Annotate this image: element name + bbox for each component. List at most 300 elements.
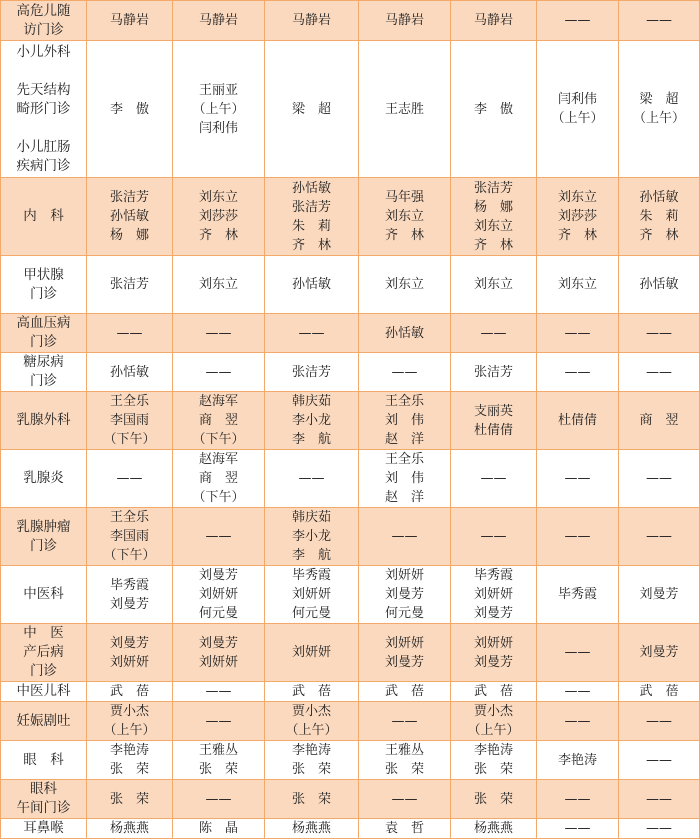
doctor-name: 何元曼 bbox=[198, 606, 238, 621]
doctor-name: 刘东立 bbox=[473, 218, 513, 234]
doctor-cell bbox=[619, 256, 700, 314]
schedule-row bbox=[1, 508, 700, 566]
doctor-cell bbox=[173, 624, 265, 682]
doctor-cell bbox=[359, 178, 451, 256]
doctor-cell bbox=[451, 314, 537, 353]
doctor-name: 闫利伟 bbox=[198, 120, 238, 136]
doctor-cell bbox=[173, 353, 265, 392]
doctor-name: 杨 娜 bbox=[473, 199, 513, 215]
doctor-cell bbox=[265, 256, 359, 314]
department-label-line: 产后病 bbox=[23, 644, 64, 660]
doctor-cell bbox=[619, 178, 700, 256]
doctor-cell bbox=[359, 392, 451, 450]
doctor-cell bbox=[619, 780, 700, 819]
doctor-cell bbox=[87, 178, 173, 256]
department-label-line: 先天结构 bbox=[16, 81, 71, 98]
doctor-name: 赵海军 bbox=[198, 452, 238, 467]
doctor-name: （下午） bbox=[103, 548, 156, 563]
doctor-name: 毕秀霞 bbox=[557, 587, 597, 602]
doctor-cell bbox=[87, 256, 173, 314]
no-clinic-dash: —— bbox=[391, 364, 418, 380]
doctor-cell bbox=[451, 702, 537, 741]
doctor-cell bbox=[173, 450, 265, 508]
doctor-name: （上午） bbox=[192, 101, 245, 117]
doctor-cell bbox=[173, 702, 265, 741]
doctor-cell bbox=[173, 508, 265, 566]
department-label-line: 中医儿科 bbox=[16, 683, 71, 699]
doctor-name: 王雅丛 bbox=[384, 743, 424, 758]
schedule-row bbox=[1, 819, 700, 839]
doctor-cell bbox=[451, 41, 537, 178]
doctor-name: 王全乐 bbox=[384, 452, 424, 467]
doctor-cell bbox=[537, 450, 619, 508]
doctor-cell bbox=[359, 682, 451, 702]
doctor-cell bbox=[87, 682, 173, 702]
doctor-cell bbox=[87, 450, 173, 508]
doctor-name: 刘妍妍 bbox=[473, 587, 513, 602]
doctor-name: 刘 伟 bbox=[384, 413, 424, 428]
doctor-name: 武 蓓 bbox=[291, 684, 331, 699]
department-label-line: 门诊 bbox=[30, 373, 57, 389]
doctor-cell bbox=[359, 41, 451, 178]
doctor-name: 朱 莉 bbox=[291, 218, 331, 234]
doctor-name: 刘妍妍 bbox=[198, 654, 238, 670]
doctor-name: 武 蓓 bbox=[473, 684, 513, 699]
doctor-name: 李 航 bbox=[291, 432, 331, 447]
doctor-cell bbox=[359, 624, 451, 682]
doctor-cell bbox=[537, 353, 619, 392]
schedule-row bbox=[1, 256, 700, 314]
no-clinic-dash: —— bbox=[564, 364, 591, 380]
department-label-line: 高危儿随 bbox=[16, 2, 71, 19]
doctor-cell bbox=[451, 741, 537, 780]
no-clinic-dash: —— bbox=[298, 325, 325, 341]
doctor-name: 马年强 bbox=[384, 190, 424, 205]
doctor-cell bbox=[619, 508, 700, 566]
doctor-name: 李小龙 bbox=[291, 413, 331, 428]
doctor-name: 齐 林 bbox=[291, 237, 331, 253]
no-clinic-dash: —— bbox=[564, 821, 591, 836]
no-clinic-dash: —— bbox=[564, 325, 591, 341]
doctor-name: 刘曼芳 bbox=[473, 606, 513, 621]
schedule-row bbox=[1, 450, 700, 508]
doctor-name: 支丽英 bbox=[473, 403, 513, 419]
department-label-line: 午间门诊 bbox=[16, 800, 71, 816]
department-label-line: 乳腺炎 bbox=[23, 470, 64, 486]
doctor-name: 刘曼芳 bbox=[473, 654, 513, 670]
doctor-cell bbox=[451, 1, 537, 41]
doctor-cell bbox=[619, 682, 700, 702]
no-clinic-dash: —— bbox=[564, 471, 591, 486]
doctor-cell bbox=[173, 41, 265, 178]
no-clinic-dash: —— bbox=[646, 325, 672, 341]
doctor-name: 贾小杰 bbox=[291, 704, 331, 719]
doctor-name: 商 翌 bbox=[639, 413, 679, 428]
doctor-name: （下午） bbox=[192, 432, 245, 447]
doctor-cell bbox=[537, 624, 619, 682]
doctor-name: 杨燕燕 bbox=[291, 821, 331, 836]
doctor-cell bbox=[619, 819, 700, 839]
doctor-cell bbox=[359, 780, 451, 819]
schedule-row bbox=[1, 702, 700, 741]
doctor-cell bbox=[359, 450, 451, 508]
doctor-name: 武 蓓 bbox=[384, 684, 424, 699]
doctor-name: 李艳涛 bbox=[473, 743, 513, 758]
doctor-name: 李 傲 bbox=[473, 101, 513, 117]
doctor-name: 王雅丛 bbox=[198, 743, 238, 758]
doctor-cell bbox=[87, 702, 173, 741]
doctor-cell bbox=[619, 392, 700, 450]
doctor-name: 刘曼芳 bbox=[639, 587, 679, 602]
doctor-cell bbox=[451, 450, 537, 508]
doctor-cell bbox=[173, 780, 265, 819]
doctor-cell bbox=[173, 741, 265, 780]
no-clinic-dash: —— bbox=[205, 684, 232, 699]
doctor-name: 刘妍妍 bbox=[198, 587, 238, 602]
no-clinic-dash: —— bbox=[391, 713, 418, 729]
doctor-name: 杨燕燕 bbox=[109, 821, 149, 836]
doctor-name: 王全乐 bbox=[109, 510, 149, 525]
doctor-cell bbox=[359, 256, 451, 314]
no-clinic-dash: —— bbox=[646, 13, 672, 28]
department-cell bbox=[1, 780, 87, 819]
doctor-name: 李艳涛 bbox=[109, 743, 149, 758]
schedule-row bbox=[1, 566, 700, 624]
doctor-cell bbox=[87, 314, 173, 353]
doctor-cell bbox=[265, 741, 359, 780]
doctor-cell bbox=[537, 702, 619, 741]
schedule-row bbox=[1, 41, 700, 178]
doctor-name: （上午） bbox=[467, 723, 520, 738]
no-clinic-dash: —— bbox=[646, 713, 672, 729]
schedule-row bbox=[1, 624, 700, 682]
doctor-name: 刘妍妍 bbox=[291, 645, 331, 660]
doctor-cell bbox=[87, 392, 173, 450]
doctor-name: 刘妍妍 bbox=[384, 568, 424, 583]
doctor-name: 赵海军 bbox=[198, 394, 238, 409]
doctor-name: 朱 莉 bbox=[639, 209, 679, 224]
doctor-name: 韩庆茹 bbox=[291, 394, 331, 409]
schedule-row bbox=[1, 392, 700, 450]
department-label-line: 糖尿病 bbox=[23, 354, 64, 370]
doctor-name: 毕秀霞 bbox=[291, 568, 331, 583]
doctor-cell bbox=[265, 314, 359, 353]
doctor-cell bbox=[87, 41, 173, 178]
doctor-cell bbox=[451, 392, 537, 450]
doctor-cell bbox=[359, 702, 451, 741]
no-clinic-dash: —— bbox=[205, 791, 232, 807]
doctor-name: 齐 林 bbox=[384, 228, 424, 243]
no-clinic-dash: —— bbox=[391, 791, 418, 807]
doctor-name: 刘曼芳 bbox=[198, 635, 238, 651]
doctor-cell bbox=[173, 392, 265, 450]
department-label-line: 访门诊 bbox=[23, 21, 64, 38]
no-clinic-dash: —— bbox=[116, 325, 143, 341]
doctor-name: 陈 晶 bbox=[198, 821, 238, 836]
department-label-line: 乳腺外科 bbox=[16, 412, 71, 428]
department-label-line: 门诊 bbox=[30, 285, 57, 302]
no-clinic-dash: —— bbox=[564, 13, 591, 28]
doctor-name: 赵 洋 bbox=[384, 490, 424, 505]
doctor-cell bbox=[265, 392, 359, 450]
doctor-cell bbox=[173, 819, 265, 839]
doctor-name: 马静岩 bbox=[291, 13, 331, 28]
doctor-name: 刘东立 bbox=[384, 277, 424, 292]
doctor-name: 王丽亚 bbox=[198, 82, 238, 98]
department-cell bbox=[1, 353, 87, 392]
doctor-cell bbox=[451, 566, 537, 624]
doctor-cell bbox=[265, 624, 359, 682]
doctor-name: 马静岩 bbox=[384, 13, 424, 28]
doctor-cell bbox=[359, 819, 451, 839]
doctor-cell bbox=[87, 1, 173, 41]
doctor-cell bbox=[265, 702, 359, 741]
doctor-cell bbox=[619, 314, 700, 353]
department-cell bbox=[1, 624, 87, 682]
department-cell bbox=[1, 392, 87, 450]
department-label-line: 门诊 bbox=[30, 663, 57, 679]
doctor-cell bbox=[619, 41, 700, 178]
doctor-name: 王全乐 bbox=[384, 394, 424, 409]
no-clinic-dash: —— bbox=[480, 325, 507, 341]
doctor-name: 商 翌 bbox=[198, 471, 238, 486]
doctor-cell bbox=[87, 741, 173, 780]
department-cell bbox=[1, 508, 87, 566]
doctor-cell bbox=[359, 741, 451, 780]
doctor-name: 李国雨 bbox=[109, 413, 149, 428]
doctor-name: 何元曼 bbox=[384, 606, 424, 621]
doctor-name: 刘曼芳 bbox=[198, 568, 238, 583]
doctor-name: 袁 哲 bbox=[384, 821, 424, 836]
department-label-line: 内 科 bbox=[23, 208, 64, 224]
no-clinic-dash: —— bbox=[646, 752, 672, 768]
doctor-name: 孙恬敏 bbox=[639, 277, 679, 292]
department-cell bbox=[1, 178, 87, 256]
doctor-cell bbox=[265, 819, 359, 839]
department-cell bbox=[1, 702, 87, 741]
doctor-cell bbox=[359, 1, 451, 41]
doctor-name: （上午） bbox=[632, 111, 685, 126]
department-cell bbox=[1, 819, 87, 839]
no-clinic-dash: —— bbox=[480, 471, 507, 486]
doctor-cell bbox=[87, 566, 173, 624]
doctor-name: 梁 超 bbox=[291, 101, 331, 117]
doctor-cell bbox=[359, 508, 451, 566]
doctor-name: 张 荣 bbox=[198, 762, 238, 777]
doctor-name: 杜倩倩 bbox=[473, 422, 513, 438]
doctor-name: 孙恬敏 bbox=[109, 364, 149, 380]
doctor-cell bbox=[537, 314, 619, 353]
doctor-cell bbox=[359, 314, 451, 353]
doctor-name: 张洁芳 bbox=[291, 199, 331, 215]
no-clinic-dash: —— bbox=[564, 529, 591, 544]
doctor-name: 孙恬敏 bbox=[384, 325, 424, 341]
doctor-cell bbox=[265, 1, 359, 41]
doctor-name: 马静岩 bbox=[198, 13, 238, 28]
doctor-name: 贾小杰 bbox=[109, 704, 149, 719]
no-clinic-dash: —— bbox=[564, 713, 591, 729]
doctor-name: 李 航 bbox=[291, 548, 331, 563]
doctor-name: 孙恬敏 bbox=[639, 190, 679, 205]
doctor-cell bbox=[87, 624, 173, 682]
doctor-cell bbox=[451, 256, 537, 314]
doctor-name: 赵 洋 bbox=[384, 432, 424, 447]
doctor-cell bbox=[265, 566, 359, 624]
no-clinic-dash: —— bbox=[298, 471, 325, 486]
doctor-cell bbox=[619, 702, 700, 741]
doctor-cell bbox=[537, 566, 619, 624]
no-clinic-dash: —— bbox=[564, 684, 591, 699]
doctor-name: 王全乐 bbox=[109, 394, 149, 409]
doctor-name: 梁 超 bbox=[639, 92, 679, 107]
doctor-cell bbox=[173, 256, 265, 314]
doctor-cell bbox=[451, 780, 537, 819]
doctor-name: （上午） bbox=[103, 723, 156, 738]
doctor-name: 张 荣 bbox=[384, 762, 424, 777]
doctor-cell bbox=[173, 178, 265, 256]
doctor-name: 齐 林 bbox=[473, 237, 513, 253]
doctor-name: 武 蓓 bbox=[639, 684, 679, 699]
department-cell bbox=[1, 1, 87, 41]
doctor-name: 刘曼芳 bbox=[109, 635, 149, 651]
doctor-name: 张 荣 bbox=[109, 791, 149, 807]
doctor-cell bbox=[537, 392, 619, 450]
doctor-cell bbox=[451, 508, 537, 566]
doctor-cell bbox=[619, 450, 700, 508]
schedule-row bbox=[1, 178, 700, 256]
doctor-name: 商 翌 bbox=[198, 413, 238, 428]
department-cell bbox=[1, 41, 87, 178]
doctor-cell bbox=[359, 353, 451, 392]
department-label-line: 妊娠剧吐 bbox=[16, 712, 71, 729]
doctor-cell bbox=[451, 353, 537, 392]
no-clinic-dash: —— bbox=[564, 645, 591, 660]
doctor-name: 张洁芳 bbox=[291, 364, 331, 380]
doctor-cell bbox=[451, 624, 537, 682]
department-label-line bbox=[1, 119, 86, 138]
department-label-line: 耳鼻喉 bbox=[23, 820, 64, 836]
doctor-cell bbox=[265, 353, 359, 392]
doctor-cell bbox=[265, 178, 359, 256]
department-label-line: 门诊 bbox=[30, 334, 57, 350]
doctor-name: 孙恬敏 bbox=[291, 180, 331, 196]
doctor-cell bbox=[537, 178, 619, 256]
no-clinic-dash: —— bbox=[116, 471, 143, 486]
doctor-cell bbox=[87, 353, 173, 392]
department-cell bbox=[1, 256, 87, 314]
doctor-name: 张洁芳 bbox=[109, 190, 149, 205]
no-clinic-dash: —— bbox=[646, 821, 672, 836]
doctor-name: 张 荣 bbox=[291, 791, 331, 807]
department-label-line: 小儿外科 bbox=[16, 43, 71, 60]
department-label-line bbox=[1, 62, 86, 81]
doctor-cell bbox=[265, 682, 359, 702]
doctor-name: 刘曼芳 bbox=[109, 596, 149, 612]
department-cell bbox=[1, 314, 87, 353]
doctor-name: 王志胜 bbox=[384, 101, 424, 117]
department-label-line: 眼 科 bbox=[23, 751, 64, 768]
schedule-row bbox=[1, 780, 700, 819]
doctor-cell bbox=[451, 178, 537, 256]
doctor-name: 刘东立 bbox=[473, 277, 513, 292]
doctor-name: 武 蓓 bbox=[109, 684, 149, 699]
doctor-cell bbox=[619, 566, 700, 624]
department-label-line: 畸形门诊 bbox=[16, 100, 71, 117]
doctor-cell bbox=[537, 256, 619, 314]
doctor-name: 闫利伟 bbox=[557, 92, 597, 107]
department-label-line: 甲状腺 bbox=[23, 266, 64, 283]
doctor-cell bbox=[537, 41, 619, 178]
doctor-name: 毕秀霞 bbox=[473, 568, 513, 583]
doctor-name: 刘莎莎 bbox=[557, 209, 597, 224]
doctor-name: 张洁芳 bbox=[473, 364, 513, 380]
department-cell bbox=[1, 566, 87, 624]
schedule-row bbox=[1, 741, 700, 780]
department-cell bbox=[1, 682, 87, 702]
doctor-cell bbox=[619, 624, 700, 682]
doctor-name: 李小龙 bbox=[291, 529, 331, 544]
doctor-name: 李 傲 bbox=[109, 101, 149, 117]
doctor-name: 孙恬敏 bbox=[109, 209, 149, 224]
no-clinic-dash: —— bbox=[646, 529, 672, 544]
doctor-cell bbox=[87, 819, 173, 839]
doctor-name: 刘东立 bbox=[384, 209, 424, 224]
doctor-name: 刘妍妍 bbox=[109, 654, 149, 670]
doctor-name: 刘莎莎 bbox=[198, 209, 238, 224]
doctor-cell bbox=[87, 780, 173, 819]
doctor-name: 张 荣 bbox=[291, 762, 331, 777]
doctor-name: 马静岩 bbox=[109, 13, 149, 28]
doctor-cell bbox=[173, 1, 265, 41]
no-clinic-dash: —— bbox=[205, 325, 232, 341]
doctor-name: 刘东立 bbox=[557, 277, 597, 292]
doctor-name: 刘 伟 bbox=[384, 471, 424, 486]
doctor-name: 刘东立 bbox=[198, 277, 238, 292]
no-clinic-dash: —— bbox=[205, 713, 232, 729]
no-clinic-dash: —— bbox=[646, 791, 672, 807]
doctor-name: 张 荣 bbox=[473, 762, 513, 777]
schedule-row bbox=[1, 682, 700, 702]
doctor-cell bbox=[619, 353, 700, 392]
doctor-cell bbox=[537, 780, 619, 819]
doctor-name: 张 荣 bbox=[473, 791, 513, 807]
department-label-line: 眼科 bbox=[30, 781, 57, 797]
doctor-name: 李国雨 bbox=[109, 529, 149, 544]
department-label-line: 中医科 bbox=[23, 586, 64, 602]
schedule-row bbox=[1, 353, 700, 392]
doctor-name: 马静岩 bbox=[473, 13, 513, 28]
doctor-cell bbox=[173, 682, 265, 702]
doctor-cell bbox=[451, 819, 537, 839]
doctor-cell bbox=[451, 682, 537, 702]
doctor-cell bbox=[619, 1, 700, 41]
doctor-cell bbox=[537, 741, 619, 780]
doctor-cell bbox=[265, 508, 359, 566]
doctor-cell bbox=[537, 819, 619, 839]
doctor-name: （上午） bbox=[551, 111, 604, 126]
doctor-name: 刘妍妍 bbox=[291, 587, 331, 602]
doctor-name: （下午） bbox=[103, 432, 156, 447]
no-clinic-dash: —— bbox=[205, 364, 232, 380]
doctor-name: 张洁芳 bbox=[473, 180, 513, 196]
schedule-row bbox=[1, 1, 700, 41]
doctor-name: 韩庆茹 bbox=[291, 510, 331, 525]
doctor-name: 李艳涛 bbox=[557, 752, 597, 768]
doctor-name: 齐 林 bbox=[198, 228, 238, 243]
doctor-name: 何元曼 bbox=[291, 606, 331, 621]
doctor-name: 刘曼芳 bbox=[384, 654, 424, 670]
doctor-name: 贾小杰 bbox=[473, 704, 513, 719]
